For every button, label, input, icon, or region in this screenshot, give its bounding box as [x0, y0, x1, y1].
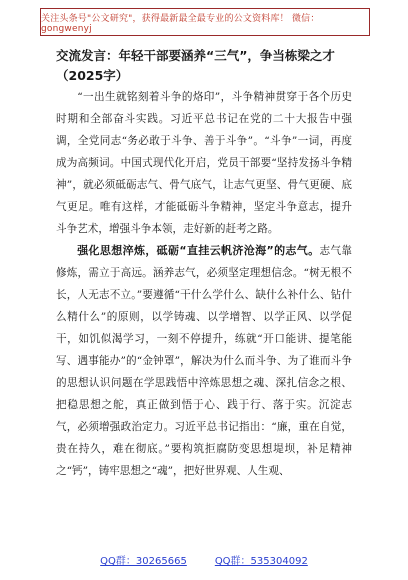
- qq-group-link-2[interactable]: QQ群：535304092: [214, 556, 308, 567]
- paragraph-section-1: [56, 240, 352, 482]
- paragraph-intro: [56, 86, 352, 240]
- word-count: （2025字）: [56, 68, 129, 83]
- paragraph-text: “一出生就铭刻着斗争的烙印”，斗争精神贯穿于各个历史时期和全部奋斗实践。习近平总书记在党的二十大报告中强调，全党同志“务必敢于斗争、善于斗争”。“斗争”一词，再度成为高频词。中国式现代化开启，党员干部要“坚持发扬斗争精神”，就必须砥砺志气、骨气底气，让志气更坚、骨气更硬、底气更足。唯有这样，才能砥砺斗争精神，坚定斗争意志，提升斗争艺术，增强斗争本领，走好新的赶考之路。: [56, 91, 352, 235]
- qq-group-link-1[interactable]: QQ群：30265665: [100, 556, 187, 567]
- document-body: [56, 46, 352, 482]
- promo-banner-text: 关注头条号"公文研究"，获得最新最全最专业的公文资料库！ 微信：gongwenyj: [41, 13, 320, 34]
- paragraph-text: 志气靠修炼，需立于高远。涵养志气，必须坚定理想信念。“树无根不长，人无志不立。”要遵循“干什么学什么、缺什么补什么、钻什么精什么”的原则，以学铸魂、以学增智、以学正风、以学促干，如饥似渴学习，一刻不停提升，练就“开口能讲、提笔能写、遇事能办”的“金钟罩”，解决为什么而斗争、为了谁而斗争的思想认识问题在学思践悟中淬炼思想之魂、深扎信念之根、把稳思想之舵，真正做到悟于心、践于行、落于实。沉淀志气，必须增强政治定力。习近平总书记指出：“廉，重在自觉，贵在持久，难在彻底。”要构筑拒腐防变思想堤坝，补足精神之“钙”，铸牢思想之“魂”，把好世界观、人生观、: [56, 245, 352, 477]
- document-title: [56, 46, 352, 86]
- title-text: 交流发言：年轻干部要涵养“三气”，争当栋梁之才: [56, 48, 335, 63]
- section-heading: 强化思想淬炼，砥砺“直挂云帆济沧海”的志气。: [77, 244, 320, 257]
- promo-banner: [40, 8, 370, 36]
- footer-links: [0, 552, 408, 570]
